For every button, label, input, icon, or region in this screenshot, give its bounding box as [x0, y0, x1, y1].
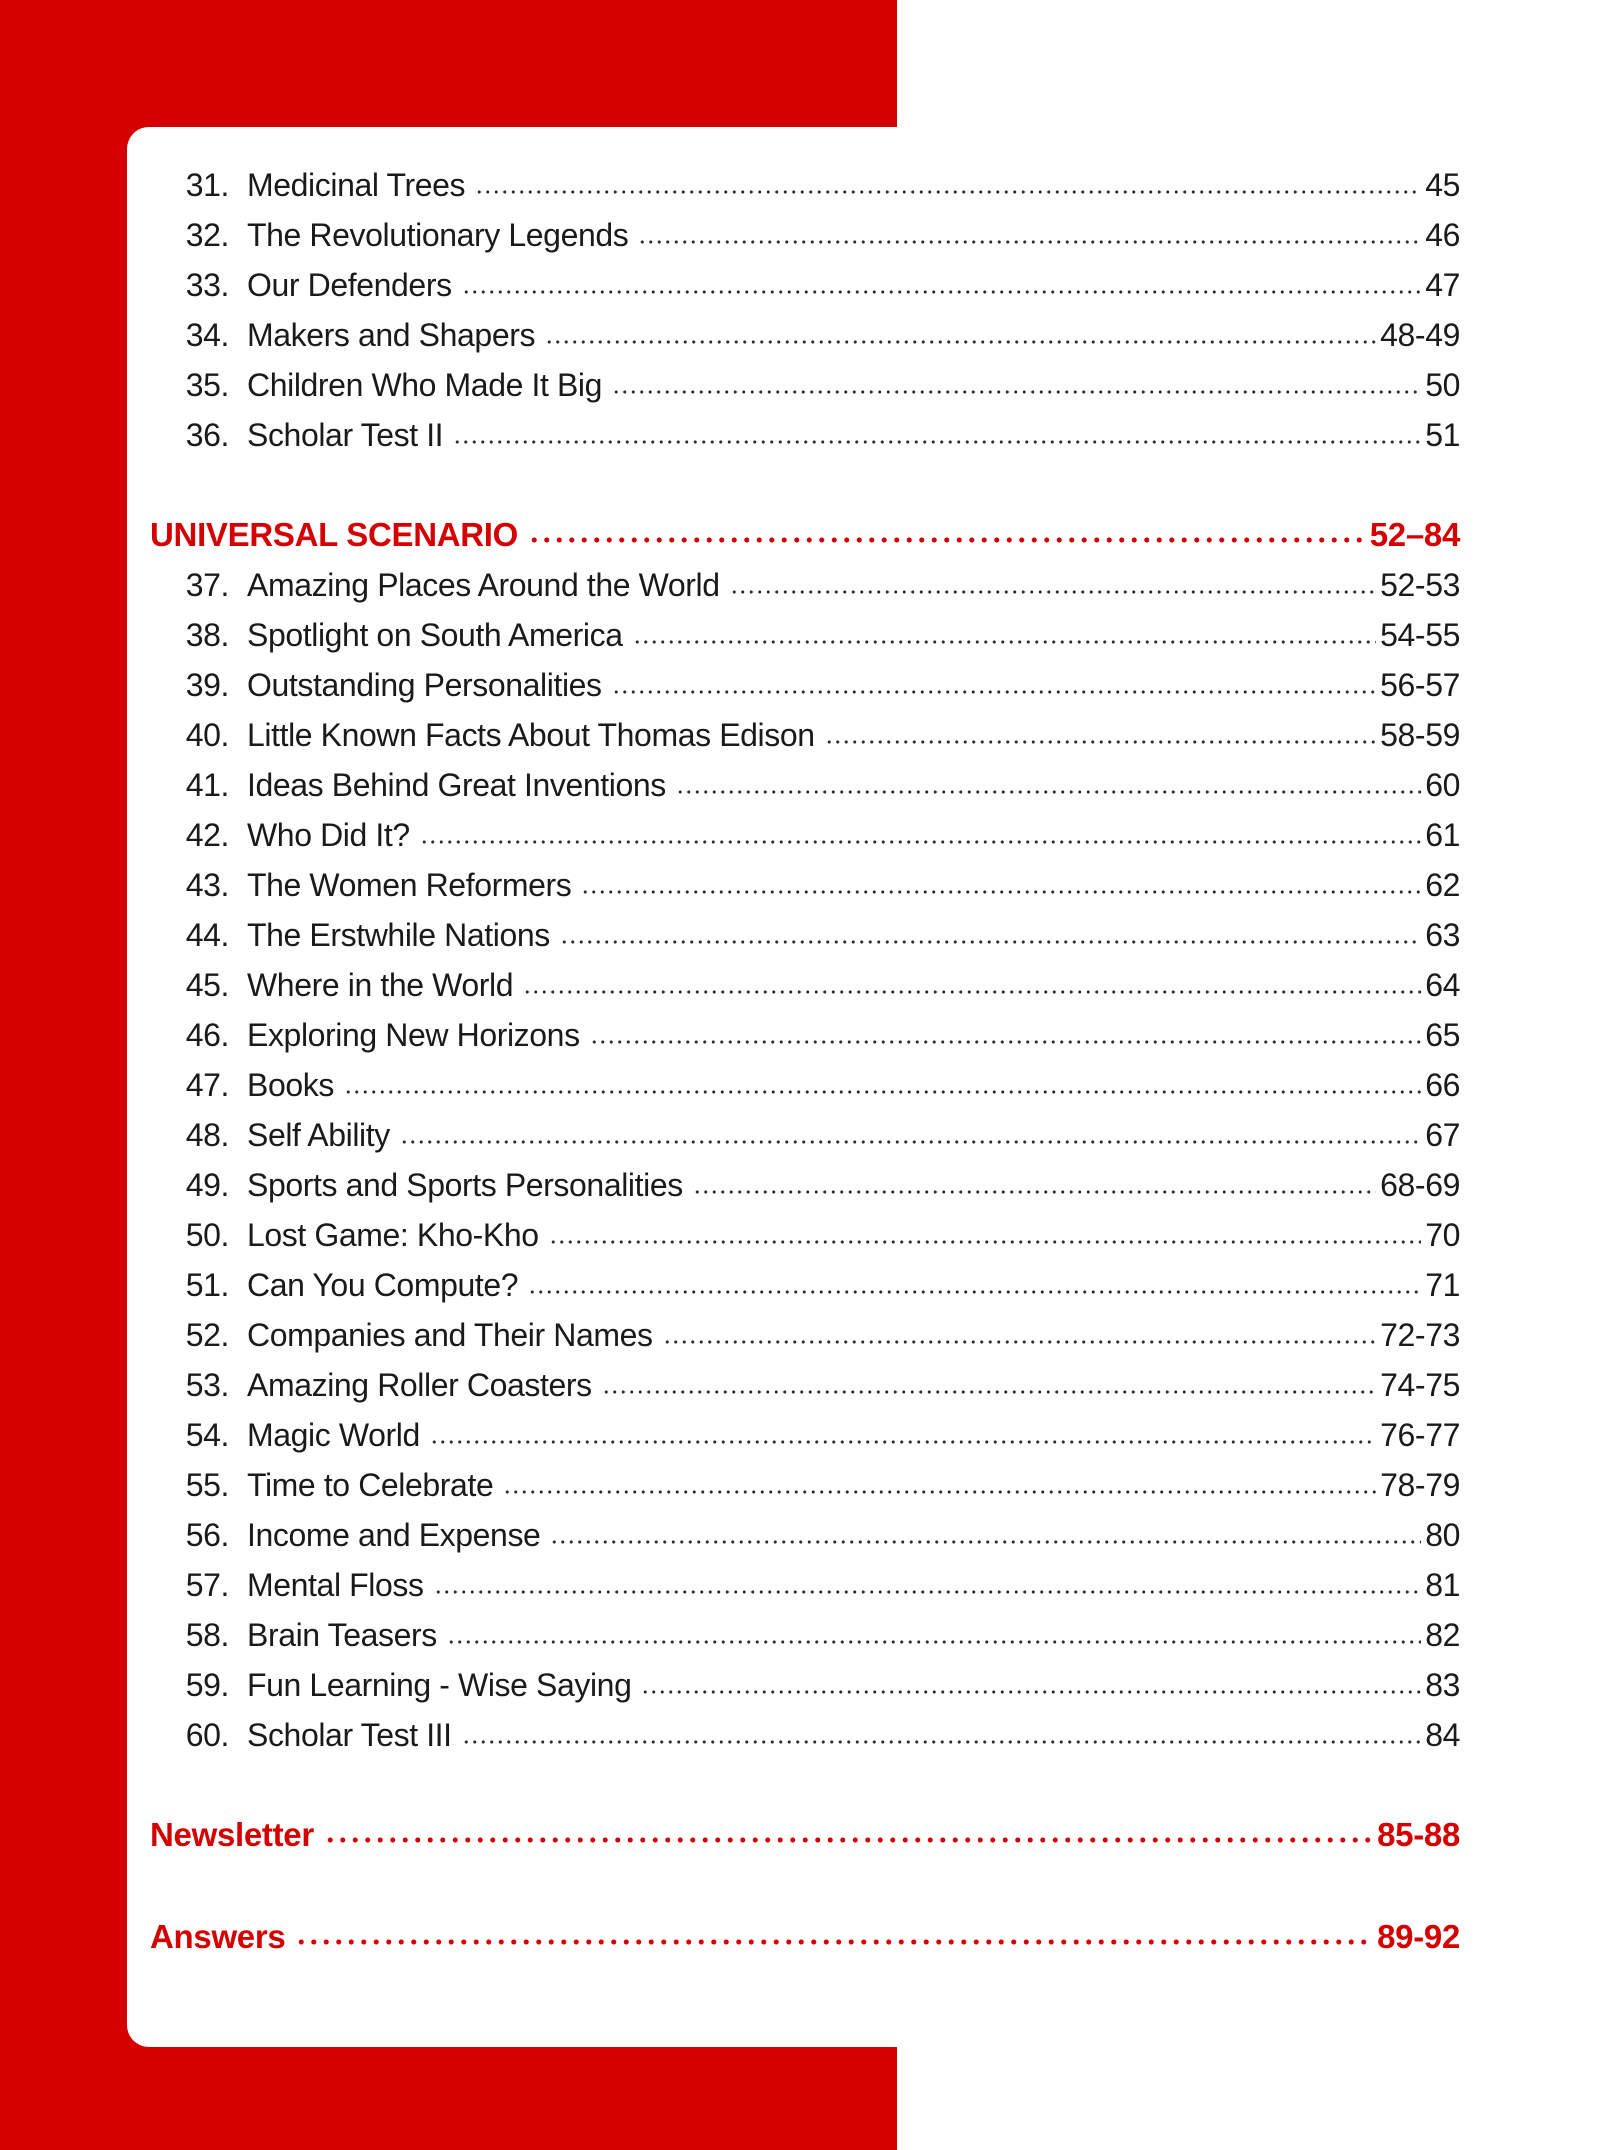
entry-number: 60.	[185, 1717, 229, 1753]
entry-number: 58.	[185, 1617, 229, 1653]
toc-entry[interactable]	[150, 560, 1460, 610]
dot-leader	[663, 1340, 1377, 1344]
dot-leader	[693, 1190, 1376, 1194]
entry-number: 45.	[185, 967, 229, 1003]
toc-entry[interactable]	[150, 1460, 1460, 1510]
entry-title: Time to Celebrate	[247, 1467, 494, 1503]
entry-title: Income and Expense	[247, 1517, 541, 1553]
dot-leader	[560, 940, 1421, 944]
entry-page: 52-53	[1380, 567, 1460, 603]
entry-page: 72-73	[1380, 1317, 1460, 1353]
dot-leader	[434, 1590, 1422, 1594]
dot-leader	[825, 740, 1376, 744]
entry-page: 68-69	[1380, 1167, 1460, 1203]
entry-page: 82	[1425, 1617, 1460, 1653]
toc-entry[interactable]	[150, 710, 1460, 760]
dot-leader	[503, 1490, 1376, 1494]
entry-page: 60	[1425, 767, 1460, 803]
toc-group-2	[150, 560, 1460, 1760]
toc-entry[interactable]	[150, 860, 1460, 910]
entry-number: 57.	[185, 1567, 229, 1603]
toc-entry[interactable]	[150, 810, 1460, 860]
entry-title: Our Defenders	[247, 267, 452, 303]
entry-page: 74-75	[1380, 1367, 1460, 1403]
entry-number: 36.	[185, 417, 229, 453]
entry-title: Ideas Behind Great Inventions	[247, 767, 666, 803]
entry-title: Scholar Test III	[247, 1717, 452, 1753]
dot-leader	[581, 890, 1421, 894]
entry-title: Self Ability	[247, 1117, 390, 1153]
entry-number: 33.	[185, 267, 229, 303]
dot-leader	[475, 190, 1421, 194]
entry-title: Mental Floss	[247, 1567, 424, 1603]
entry-page: 78-79	[1380, 1467, 1460, 1503]
toc-entry[interactable]	[150, 1060, 1460, 1110]
entry-page: 80	[1425, 1517, 1460, 1553]
dot-leader	[612, 390, 1421, 394]
entry-page: 65	[1425, 1017, 1460, 1053]
entry-title: The Revolutionary Legends	[247, 217, 629, 253]
dot-leader	[344, 1090, 1421, 1094]
entry-number: 55.	[185, 1467, 229, 1503]
entry-title: Scholar Test II	[247, 417, 444, 453]
toc-entry[interactable]	[150, 1310, 1460, 1360]
entry-number: 37.	[185, 567, 229, 603]
entry-title: Makers and Shapers	[247, 317, 536, 353]
dot-leader	[295, 1939, 1373, 1945]
entry-title: Magic World	[247, 1417, 420, 1453]
entry-number: 49.	[185, 1167, 229, 1203]
entry-number: 50.	[185, 1217, 229, 1253]
dot-leader	[641, 1690, 1421, 1694]
entry-number: 51.	[185, 1267, 229, 1303]
entry-number: 46.	[185, 1017, 229, 1053]
entry-page: 84	[1425, 1717, 1460, 1753]
toc-entry[interactable]	[150, 1010, 1460, 1060]
entry-number: 48.	[185, 1117, 229, 1153]
entry-page: 66	[1425, 1067, 1460, 1103]
entry-number: 35.	[185, 367, 229, 403]
entry-number: 53.	[185, 1367, 229, 1403]
section-title: UNIVERSAL SCENARIO	[150, 516, 519, 553]
section-page-range: 85-88	[1377, 1816, 1460, 1853]
toc-entry[interactable]	[150, 960, 1460, 1010]
entry-title: The Erstwhile Nations	[247, 917, 550, 953]
dot-leader	[324, 1837, 1373, 1843]
entry-title: Amazing Roller Coasters	[247, 1367, 592, 1403]
entry-number: 56.	[185, 1517, 229, 1553]
dot-leader	[545, 340, 1376, 344]
entry-page: 63	[1425, 917, 1460, 953]
dot-leader	[447, 1640, 1421, 1644]
entry-number: 47.	[185, 1067, 229, 1103]
entry-page: 50	[1425, 367, 1460, 403]
entry-page: 47	[1425, 267, 1460, 303]
toc-entry[interactable]	[150, 360, 1460, 410]
entry-number: 44.	[185, 917, 229, 953]
entry-number: 40.	[185, 717, 229, 753]
toc-entry[interactable]	[150, 1260, 1460, 1310]
entry-title: The Women Reformers	[247, 867, 572, 903]
toc-group-1	[150, 160, 1460, 460]
toc-entry[interactable]	[150, 1160, 1460, 1210]
entry-title: Sports and Sports Personalities	[247, 1167, 683, 1203]
entry-title: Children Who Made It Big	[247, 367, 603, 403]
toc-entry[interactable]	[150, 910, 1460, 960]
toc-entry[interactable]	[150, 1210, 1460, 1260]
section-title: Newsletter	[150, 1816, 314, 1853]
dot-leader	[400, 1140, 1421, 1144]
dot-leader	[528, 537, 1366, 543]
entry-page: 56-57	[1380, 667, 1460, 703]
toc-entry[interactable]	[150, 260, 1460, 310]
dot-leader	[528, 1290, 1421, 1294]
dot-leader	[730, 590, 1377, 594]
entry-page: 51	[1425, 417, 1460, 453]
entry-page: 70	[1425, 1217, 1460, 1253]
entry-number: 59.	[185, 1667, 229, 1703]
entry-title: Who Did It?	[247, 817, 410, 853]
entry-page: 67	[1425, 1117, 1460, 1153]
toc-entry[interactable]	[150, 160, 1460, 210]
entry-page: 58-59	[1380, 717, 1460, 753]
entry-number: 52.	[185, 1317, 229, 1353]
toc-entry[interactable]	[150, 1510, 1460, 1560]
entry-title: Outstanding Personalities	[247, 667, 602, 703]
dot-leader	[462, 1740, 1422, 1744]
toc-entry[interactable]	[150, 1660, 1460, 1710]
entry-number: 38.	[185, 617, 229, 653]
entry-number: 54.	[185, 1417, 229, 1453]
section-heading-newsletter[interactable]	[150, 1810, 1460, 1860]
toc-entry[interactable]	[150, 1110, 1460, 1160]
entry-title: Brain Teasers	[247, 1617, 437, 1653]
entry-page: 76-77	[1380, 1417, 1460, 1453]
dot-leader	[590, 1040, 1422, 1044]
entry-title: Where in the World	[247, 967, 514, 1003]
entry-page: 62	[1425, 867, 1460, 903]
section-heading-answers[interactable]	[150, 1912, 1460, 1962]
entry-title: Spotlight on South America	[247, 617, 623, 653]
entry-page: 48-49	[1380, 317, 1460, 353]
toc-entry[interactable]	[150, 1710, 1460, 1760]
dot-leader	[462, 290, 1422, 294]
dot-leader	[549, 1240, 1422, 1244]
dot-leader	[602, 1390, 1376, 1394]
dot-leader	[638, 240, 1421, 244]
entry-page: 81	[1425, 1567, 1460, 1603]
toc-entry[interactable]	[150, 760, 1460, 810]
toc-entry[interactable]	[150, 1560, 1460, 1610]
dot-leader	[430, 1440, 1376, 1444]
toc-entry[interactable]	[150, 1410, 1460, 1460]
entry-page: 46	[1425, 217, 1460, 253]
entry-title: Little Known Facts About Thomas Edison	[247, 717, 815, 753]
entry-title: Can You Compute?	[247, 1267, 519, 1303]
dot-leader	[523, 990, 1421, 994]
entry-number: 31.	[185, 167, 229, 203]
entry-title: Lost Game: Kho-Kho	[247, 1217, 539, 1253]
toc-entry[interactable]	[150, 610, 1460, 660]
toc-entry[interactable]	[150, 660, 1460, 710]
toc-entry[interactable]	[150, 210, 1460, 260]
toc-entry[interactable]	[150, 1610, 1460, 1660]
entry-page: 45	[1425, 167, 1460, 203]
toc-entry[interactable]	[150, 410, 1460, 460]
entry-title: Books	[247, 1067, 334, 1103]
entry-number: 41.	[185, 767, 229, 803]
entry-page: 61	[1425, 817, 1460, 853]
entry-number: 39.	[185, 667, 229, 703]
entry-number: 34.	[185, 317, 229, 353]
entry-number: 43.	[185, 867, 229, 903]
entry-number: 32.	[185, 217, 229, 253]
entry-page: 71	[1425, 1267, 1460, 1303]
section-title: Answers	[150, 1918, 286, 1955]
section-page-range: 52–84	[1369, 516, 1460, 553]
dot-leader	[453, 440, 1421, 444]
entry-title: Medicinal Trees	[247, 167, 466, 203]
entry-page: 83	[1425, 1667, 1460, 1703]
dot-leader	[676, 790, 1421, 794]
entry-page: 64	[1425, 967, 1460, 1003]
entry-number: 42.	[185, 817, 229, 853]
entry-title: Companies and Their Names	[247, 1317, 653, 1353]
section-page-range: 89-92	[1377, 1918, 1460, 1955]
dot-leader	[550, 1540, 1421, 1544]
dot-leader	[420, 840, 1421, 844]
entry-page: 54-55	[1380, 617, 1460, 653]
entry-title: Amazing Places Around the World	[247, 567, 720, 603]
dot-leader	[633, 640, 1377, 644]
entry-title: Exploring New Horizons	[247, 1017, 580, 1053]
dot-leader	[612, 690, 1376, 694]
table-of-contents	[150, 160, 1460, 1962]
section-heading-universal-scenario[interactable]	[150, 510, 1460, 560]
toc-entry[interactable]	[150, 1360, 1460, 1410]
entry-title: Fun Learning - Wise Saying	[247, 1667, 632, 1703]
toc-entry[interactable]	[150, 310, 1460, 360]
